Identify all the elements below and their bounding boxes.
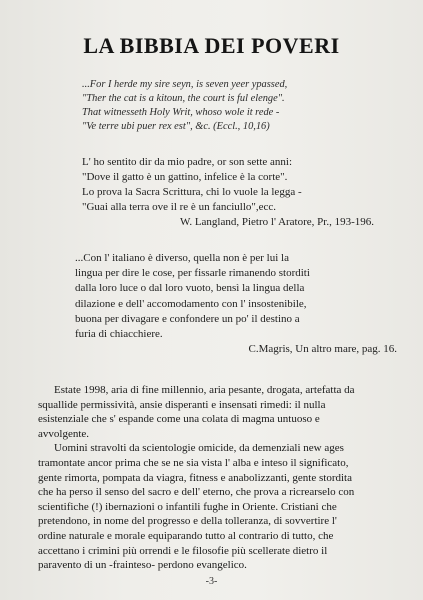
- body-text: [38, 383, 388, 573]
- epigraph-line: That witnesseth Holy Writ, whoso wole it rede -: [82, 107, 280, 118]
- paragraph-line: Uomini stravolti da scientologie omicide, da demenziali new ages: [54, 442, 344, 455]
- paragraph-line: paravento di un -frainteso- perdono evangelico.: [38, 559, 247, 572]
- epigraph-line: ...For I herde my sire seyn, is seven yeer ypassed,: [82, 79, 288, 90]
- translation-attribution: W. Langland, Pietro l' Aratore, Pr., 193-196.: [179, 216, 374, 228]
- translation-line: L' ho sentito dir da mio padre, or son sette anni:: [82, 156, 293, 168]
- paragraph-line: gente rimorta, pompata da viagra, fitness e anabolizzanti, gente stordita: [38, 471, 352, 484]
- translation-line: "Guai alla terra ove il re è un fanciullo",ecc.: [82, 201, 277, 213]
- translation-line: "Dove il gatto è un gattino, infelice è la corte".: [82, 171, 288, 183]
- quote-line: lingua per dire le cose, per fissarle rimanendo storditi: [75, 267, 310, 280]
- epigraph-middle-english: [82, 78, 402, 134]
- quote-attribution: C.Magris, Un altro mare, pag. 16.: [248, 343, 397, 356]
- page-number: -3-: [205, 576, 218, 587]
- quote-line: furia di chiacchiere.: [75, 328, 163, 341]
- page-title: LA BIBBIA DEI POVERI: [83, 33, 340, 58]
- magris-quote: [75, 251, 405, 357]
- paragraph-line: avvolgente.: [38, 427, 90, 440]
- epigraph-line: "Ve terre ubi puer rex est", &c. (Eccl., 10,16): [82, 121, 270, 132]
- quote-line: buona per divagare e confondere un po' il destino a: [75, 312, 300, 325]
- paragraph-line: accettano i crimini più orrendi e le filosofie più scellerate dietro il: [38, 544, 328, 557]
- paragraph-line: ordine naturale e morale equiparando tutto al contrario di tutto, che: [38, 529, 334, 542]
- epigraph-translation: [82, 155, 402, 230]
- quote-line: dalla loro luce o dal loro vuoto, bensì la lingua della: [75, 282, 305, 295]
- paragraph-line: squallide permissività, ansie disperanti e insensati rimedi: il nulla: [38, 398, 326, 411]
- paragraph-line: pretendono, in nome del progresso e della tolleranza, di sovvertire l': [38, 515, 337, 528]
- paragraph-line: esistenziale che s' espande come una colata di magma untuoso e: [38, 413, 320, 426]
- paragraph-line: tramontate ancor prima che se ne sia vista l' alba e inteso il significato,: [38, 456, 349, 469]
- quote-line: ...Con l' italiano è diverso, quella non è per lui la: [75, 252, 289, 264]
- paragraph-line: Estate 1998, aria di fine millennio, aria pesante, drogata, artefatta da: [54, 384, 355, 396]
- epigraph-line: "Ther the cat is a kitoun, the court is ful elenge".: [82, 93, 285, 104]
- translation-line: Lo prova la Sacra Scrittura, chi lo vuole la legga -: [82, 186, 302, 198]
- quote-line: dilazione e dell' accomodamento con l' insostenibile,: [75, 297, 307, 310]
- paragraph-line: che ha perso il senso del sacro e dell' eterno, che prova a ricrearselo con: [38, 486, 355, 499]
- paragraph-line: scientifiche (!) ibernazioni o infantili fughe in Oriente. Cristiani che: [38, 500, 337, 513]
